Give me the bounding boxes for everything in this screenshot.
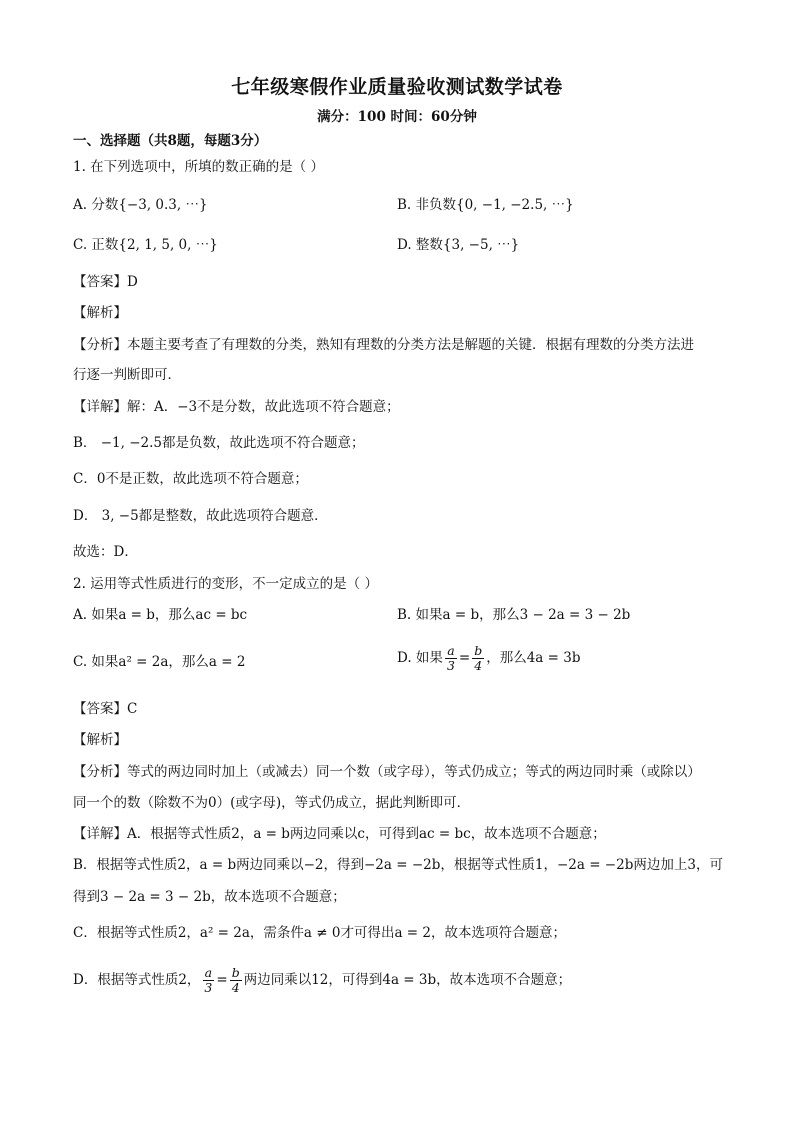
page-subtitle: 满分：100 时间：60分钟 <box>317 109 477 125</box>
fraction-denominator: 4 <box>474 658 483 673</box>
option-d-suffix: ，那么4a = 3b <box>486 650 581 666</box>
option-d-prefix: D. 如果 <box>397 650 443 666</box>
question-2-detail-line-3: 得到3 − 2a = 3 − 2b，故本选项不合题意； <box>73 889 346 905</box>
question-2-stem: 2. 运用等式性质进行的变形，不一定成立的是（ ） <box>73 576 378 592</box>
question-2-option-c: C. 如果a² = 2a，那么a = 2 <box>73 654 246 670</box>
question-2-detail-line-2: B．根据等式性质2，a = b两边同乘以−2，得到−2a = −2b，根据等式性质1，−2a = −2b两边加上3，可 <box>73 857 723 873</box>
question-1-detail-line-4: D． 3, −5都是整数，故此选项符合题意． <box>73 508 328 524</box>
question-1-answer: 【答案】D <box>73 274 138 290</box>
equals-sign: = <box>216 972 228 988</box>
question-2-detail-line-4: C．根据等式性质2，a² = 2a，需条件a ≠ 0才可得出a = 2，故本选项符合题意； <box>73 925 566 941</box>
fraction-b-over-4 <box>230 966 242 995</box>
fraction-b-over-4 <box>472 644 484 673</box>
question-2-analysis-label: 【解析】 <box>73 732 127 748</box>
question-1-analysis-label: 【解析】 <box>73 305 127 321</box>
question-1-choose: 故选：D． <box>73 544 138 560</box>
section-heading: 一、选择题（共8题，每题3分） <box>73 133 268 149</box>
fraction-denominator: 3 <box>204 980 213 995</box>
question-1-fenxi-line-1: 【分析】本题主要考查了有理数的分类，熟知有理数的分类方法是解题的关键．根据有理数的分类方法进 <box>73 337 694 353</box>
question-1-detail-line-3: C．0不是正数，故此选项不符合题意； <box>73 471 308 487</box>
question-1-fenxi-line-2: 行逐一判断即可． <box>73 367 181 383</box>
question-2-option-b: B. 如果a = b，那么3 − 2a = 3 − 2b <box>397 607 631 623</box>
question-2-detail-line-5 <box>73 966 571 995</box>
fraction-a-over-3 <box>445 644 457 673</box>
fraction-numerator: b <box>231 965 240 980</box>
question-2-detail-line-1: 【详解】A．根据等式性质2，a = b两边同乘以c，可得到ac = bc，故本选项不合题意； <box>73 826 606 842</box>
question-1-option-c: C. 正数{2, 1, 5, 0, ⋯} <box>73 237 218 253</box>
question-1-option-d: D. 整数{3, −5, ⋯} <box>397 237 520 253</box>
question-2-option-d <box>397 644 580 673</box>
fraction-a-over-3 <box>202 966 214 995</box>
question-2-fenxi-line-2: 同一个的数（除数不为0）(或字母)，等式仍成立，据此判断即可． <box>73 795 471 811</box>
detail-5-prefix: D．根据等式性质2， <box>73 972 201 988</box>
fraction-denominator: 4 <box>231 980 240 995</box>
question-1-detail-line-1: 【详解】解：A．−3不是分数，故此选项不符合题意； <box>73 399 400 415</box>
equals-sign: = <box>458 650 471 666</box>
question-2-fenxi-line-1: 【分析】等式的两边同时加上（或减去）同一个数（或字母），等式仍成立；等式的两边同时乘（或除以） <box>73 764 701 780</box>
question-1-stem: 1. 在下列选项中，所填的数正确的是（ ） <box>73 159 324 175</box>
question-2-option-a: A. 如果a = b，那么ac = bc <box>73 607 248 623</box>
fraction-numerator: a <box>447 643 455 658</box>
detail-5-suffix: 两边同乘以12，可得到4a = 3b，故本选项不合题意； <box>243 972 572 988</box>
fraction-numerator: b <box>474 643 483 658</box>
question-1-detail-line-2: B． −1, −2.5都是负数，故此选项不符合题意； <box>73 435 365 451</box>
page-title: 七年级寒假作业质量验收测试数学试卷 <box>231 76 563 98</box>
question-1-option-a: A. 分数{−3, 0.3, ⋯} <box>73 197 208 213</box>
fraction-numerator: a <box>204 965 213 980</box>
question-1-option-b: B. 非负数{0, −1, −2.5, ⋯} <box>397 197 574 213</box>
question-2-answer: 【答案】C <box>73 701 138 717</box>
fraction-denominator: 3 <box>446 658 455 673</box>
